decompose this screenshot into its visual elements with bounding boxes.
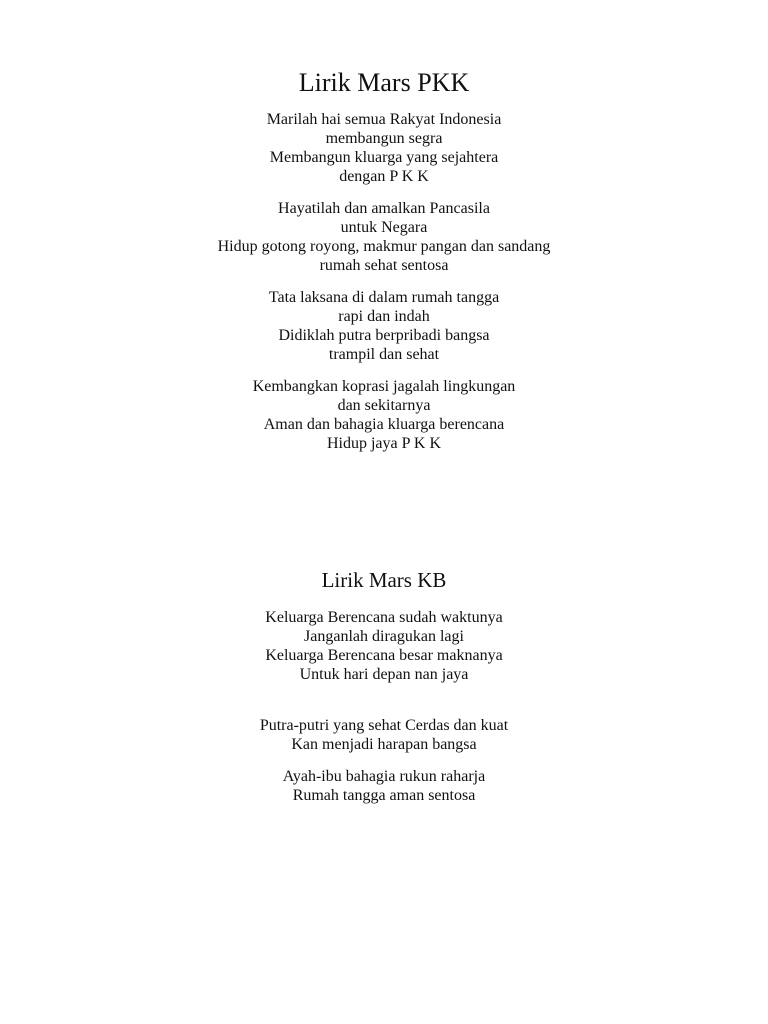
stanza-pkk-1 [0,110,768,186]
lyric-line: untuk Negara [340,219,428,236]
lyric-line: Aman dan bahagia kluarga berencana [263,416,505,433]
lyric-line: Kan menjadi harapan bangsa [291,736,477,753]
lyric-line: Membangun kluarga yang sejahtera [269,149,499,166]
lyric-line: Rumah tangga aman sentosa [292,787,476,804]
lyric-line: Hidup jaya P K K [326,435,442,452]
lyric-line: Janganlah diragukan lagi [304,628,464,645]
lyric-line: Putra-putri yang sehat Cerdas dan kuat [259,717,509,734]
lyric-line: Keluarga Berencana sudah waktunya [265,609,503,626]
lyric-line: rumah sehat sentosa [319,257,449,274]
lyric-line: dengan P K K [339,168,429,185]
lyric-line: trampil dan sehat [328,346,440,363]
lyric-line: Hayatilah dan amalkan Pancasila [278,200,490,217]
lyric-line: dan sekitarnya [337,397,431,414]
lyric-line: Kembangkan koprasi jagalah lingkungan [252,378,516,395]
stanza-kb-1 [0,608,768,684]
lyric-line: rapi dan indah [338,308,430,325]
title-mars-kb: Lirik Mars KB [321,568,447,592]
stanza-pkk-3 [0,288,768,364]
lyrics-mars-kb [0,608,768,805]
lyric-line: membangun segra [325,130,443,147]
stanza-pkk-2 [0,199,768,275]
stanza-kb-3 [0,767,768,805]
lyric-line: Untuk hari depan nan jaya [299,666,469,683]
lyrics-mars-pkk [0,110,768,453]
lyric-line: Tata laksana di dalam rumah tangga [268,289,500,306]
lyric-line: Hidup gotong royong, makmur pangan dan sandang [217,238,551,255]
lyric-line: Marilah hai semua Rakyat Indonesia [266,111,502,128]
title-mars-pkk: Lirik Mars PKK [298,68,470,97]
lyric-line: Ayah-ibu bahagia rukun raharja [282,768,486,785]
lyric-line: Didiklah putra berpribadi bangsa [278,327,490,344]
lyric-line: Keluarga Berencana besar maknanya [265,647,503,664]
stanza-kb-2 [0,716,768,754]
stanza-pkk-4 [0,377,768,453]
